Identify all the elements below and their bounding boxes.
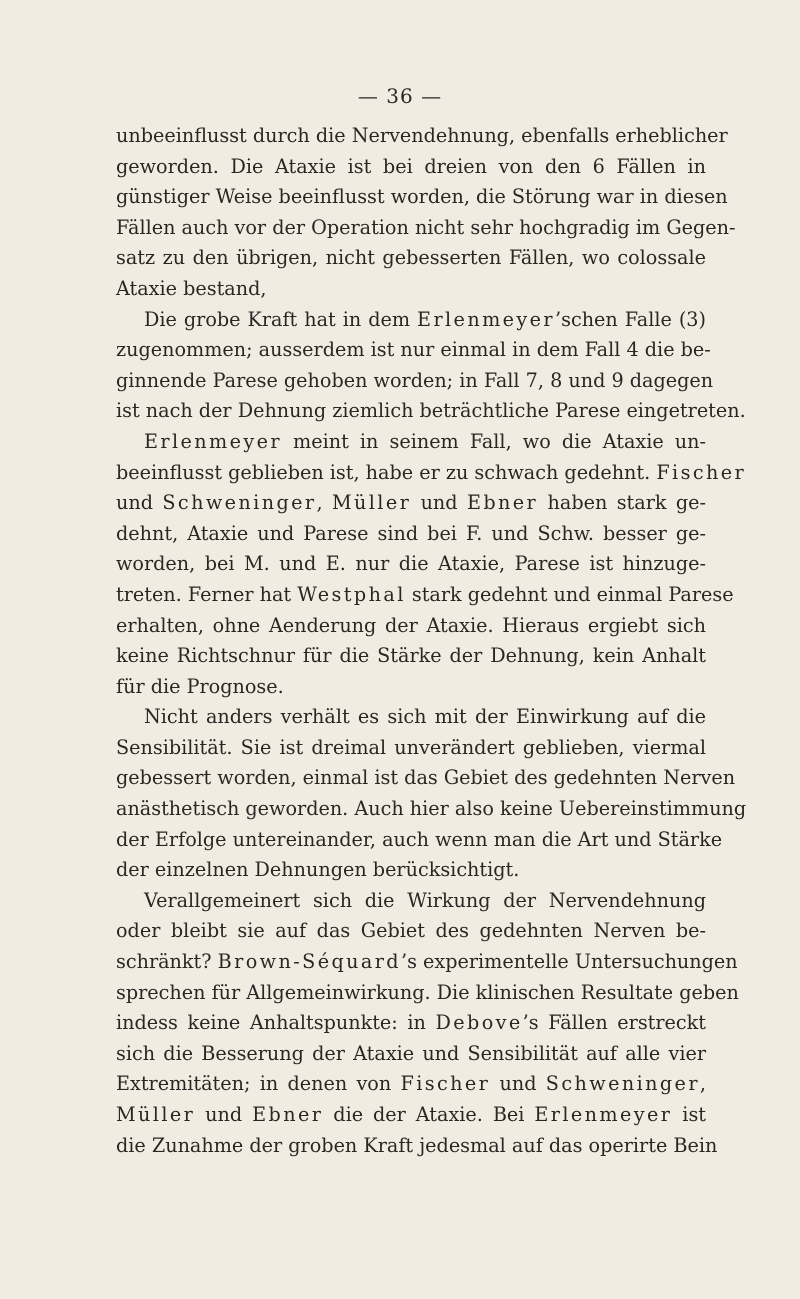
text-line: worden, bei M. und E. nur die Ataxie, Parese ist hinzuge- — [116, 552, 706, 576]
text-line: zugenommen; ausserdem ist nur einmal in dem Fall 4 die be- — [116, 338, 711, 362]
text-line: der einzelnen Dehnungen berücksichtigt. — [116, 858, 520, 882]
text-line: Nicht anders verhält es sich mit der Einwirkung auf die — [144, 705, 706, 729]
text-line: Erlenmeyer meint in seinem Fall, wo die Ataxie un- — [144, 429, 706, 453]
text-line: unbeeinflusst durch die Nervendehnung, ebenfalls erheblicher — [116, 124, 728, 147]
text-line: dehnt, Ataxie und Parese sind bei F. und Schw. besser ge- — [116, 521, 706, 545]
text-line: indess keine Anhaltspunkte: in Debove’s Fällen erstreckt — [116, 1011, 706, 1035]
body-text — [116, 121, 747, 1161]
text-line: anästhetisch geworden. Auch hier also keine Uebereinstimmung — [116, 797, 747, 821]
text-line: erhalten, ohne Aenderung der Ataxie. Hieraus ergiebt sich — [116, 613, 706, 637]
text-line: sprechen für Allgemeinwirkung. Die klinischen Resultate geben — [116, 980, 739, 1004]
text-line: sich die Besserung der Ataxie und Sensibilität auf alle vier — [116, 1041, 706, 1065]
text-line: Extremitäten; in denen von Fischer und Schweninger, — [116, 1072, 706, 1096]
text-line: für die Prognose. — [116, 674, 284, 698]
text-line: ist nach der Dehnung ziemlich beträchtliche Parese eingetreten. — [116, 399, 746, 423]
text-line: Fällen auch vor der Operation nicht sehr hochgradig im Gegen- — [116, 215, 736, 239]
text-line: und Schweninger, Müller und Ebner haben stark ge- — [116, 491, 706, 515]
text-line: Sensibilität. Sie ist dreimal unverändert geblieben, viermal — [116, 735, 706, 759]
text-line: Ataxie bestand, — [116, 276, 267, 300]
page-number: — 36 — — [357, 84, 443, 108]
text-line: der Erfolge untereinander, auch wenn man die Art und Stärke — [116, 827, 723, 851]
text-line: beeinflusst geblieben ist, habe er zu schwach gedehnt. Fischer — [116, 460, 747, 484]
text-line: günstiger Weise beeinflusst worden, die Störung war in diesen — [116, 185, 728, 209]
text-line: treten. Ferner hat Westphal stark gedehnt und einmal Parese — [116, 582, 734, 606]
text-line: die Zunahme der groben Kraft jedesmal auf das operirte Bein — [116, 1133, 718, 1157]
text-line: geworden. Die Ataxie ist bei dreien von den 6 Fällen in — [116, 154, 706, 178]
text-line: schränkt? Brown-Séquard’s experimentelle Untersuchungen — [116, 950, 738, 974]
text-line: oder bleibt sie auf das Gebiet des gedehnten Nerven be- — [116, 919, 706, 943]
text-line: Müller und Ebner die der Ataxie. Bei Erlenmeyer ist — [116, 1103, 706, 1126]
text-line: gebessert worden, einmal ist das Gebiet des gedehnten Nerven — [116, 766, 736, 790]
text-line: Die grobe Kraft hat in dem Erlenmeyer’schen Falle (3) — [144, 307, 706, 331]
text-line: satz zu den übrigen, nicht gebesserten Fällen, wo colossale — [116, 246, 706, 270]
text-line: ginnende Parese gehoben worden; in Fall 7, 8 und 9 dagegen — [116, 368, 714, 392]
text-line: keine Richtschnur für die Stärke der Dehnung, kein Anhalt — [116, 644, 706, 668]
text-line: Verallgemeinert sich die Wirkung der Nervendehnung — [144, 888, 706, 912]
